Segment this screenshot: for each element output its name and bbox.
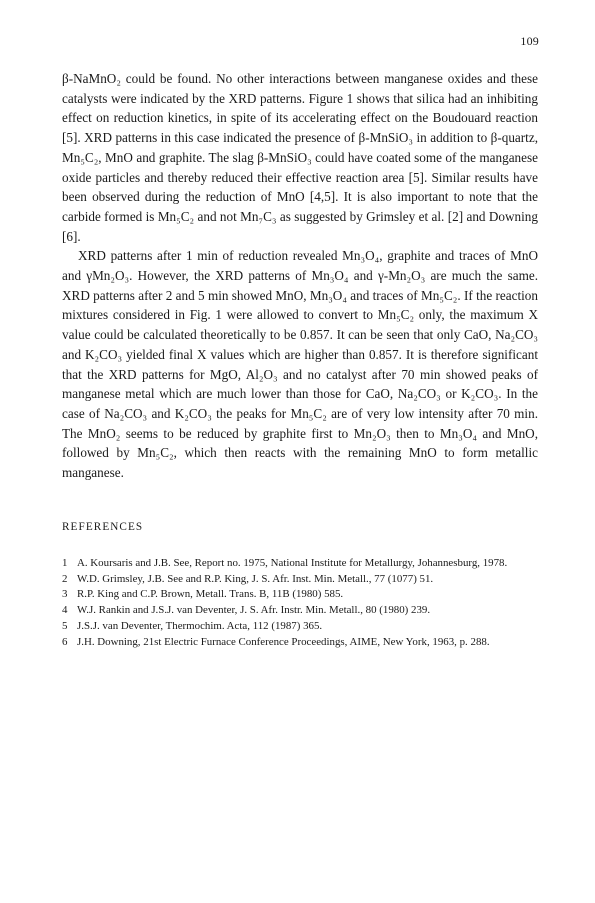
reference-number: 5 <box>62 619 68 632</box>
body-text <box>62 69 538 483</box>
reference-number: 1 <box>62 557 68 569</box>
reference-item <box>62 572 544 588</box>
reference-item <box>62 603 544 619</box>
reference-text: A. Koursaris and J.B. See, Report no. 1975, National Institute for Metallurgy, Johannesburg, 1978. <box>77 557 508 569</box>
reference-item <box>62 635 544 651</box>
reference-text: R.P. King and C.P. Brown, Metall. Trans. B, 11B (1980) 585. <box>77 588 344 601</box>
reference-item <box>62 587 544 603</box>
references-list <box>62 556 544 650</box>
references-heading: REFERENCES <box>62 521 144 533</box>
reference-text: J.S.J. van Deventer, Thermochim. Acta, 112 (1987) 365. <box>77 619 323 632</box>
reference-number: 4 <box>62 604 68 617</box>
reference-text: W.J. Rankin and J.S.J. van Deventer, J. S. Afr. Instr. Min. Metall., 80 (1980) 239. <box>77 604 431 617</box>
reference-item <box>62 556 544 572</box>
reference-number: 3 <box>62 588 68 601</box>
page-number: 109 <box>520 34 539 48</box>
reference-text: J.H. Downing, 21st Electric Furnace Conference Proceedings, AIME, New York, 1963, p. 288. <box>77 635 490 648</box>
reference-item <box>62 619 544 635</box>
reference-number: 6 <box>62 635 68 648</box>
reference-number: 2 <box>62 572 68 585</box>
reference-text: W.D. Grimsley, J.B. See and R.P. King, J. S. Afr. Inst. Min. Metall., 77 (1077) 51. <box>77 572 434 585</box>
paragraph-2: XRD patterns after 1 min of reduction revealed Mn₃O₄, graphite and traces of MnO and γMn₂O₃. However, the XRD patterns of Mn₃O₄ and γ-Mn₂O₃ are much the same. XRD patterns after 2 and 5 min showed MnO, Mn₃O₄ and traces of Mn₅C₂. If the reaction mixtures considered in Fig. 1 were allowed to convert to Mn₅C₂ only, the maximum X value could be calculated theoretically to be 0.857. It can be seen that only CaO, Na₂CO₃ and K₂CO₃ yielded final X values which are higher than 0.857. It is therefore significant that the XRD patterns for MgO, Al₂O₃ and no catalyst after 70 min showed peaks of manganese metal which are much lower than those for CaO, Na₂CO₃ or K₂CO₃. In the case of Na₂CO₃ and K₂CO₃ the peaks for Mn₅C₂ are of very low intensity after 70 min. The MnO₂ seems to be reduced by graphite first to Mn₂O₃ then to Mn₃O₄ and MnO, followed by Mn₅C₂, which then reacts with the remaining MnO to form metallic manganese. <box>62 248 538 481</box>
paragraph-1: β-NaMnO₂ could be found. No other interactions between manganese oxides and these catalysts were indicated by the XRD patterns. Figure 1 shows that silica had an inhibiting effect on reduction kinetics, in spite of its accelerating effect on the Boudouard reaction [5]. XRD patterns in this case indicated the presence of β-MnSiO₃ in addition to β-quartz, Mn₅C₂, MnO and graphite. The slag β-MnSiO₃ could have coated some of the manganese oxide particles and thereby reduced their effective reaction area [5]. Similar results have been observed during the reduction of MnO [4,5]. It is also important to note that the carbide formed is Mn₅C₂ and not Mn₇C₃ as suggested by Grimsley et al. [2] and Downing [6]. <box>62 71 538 244</box>
